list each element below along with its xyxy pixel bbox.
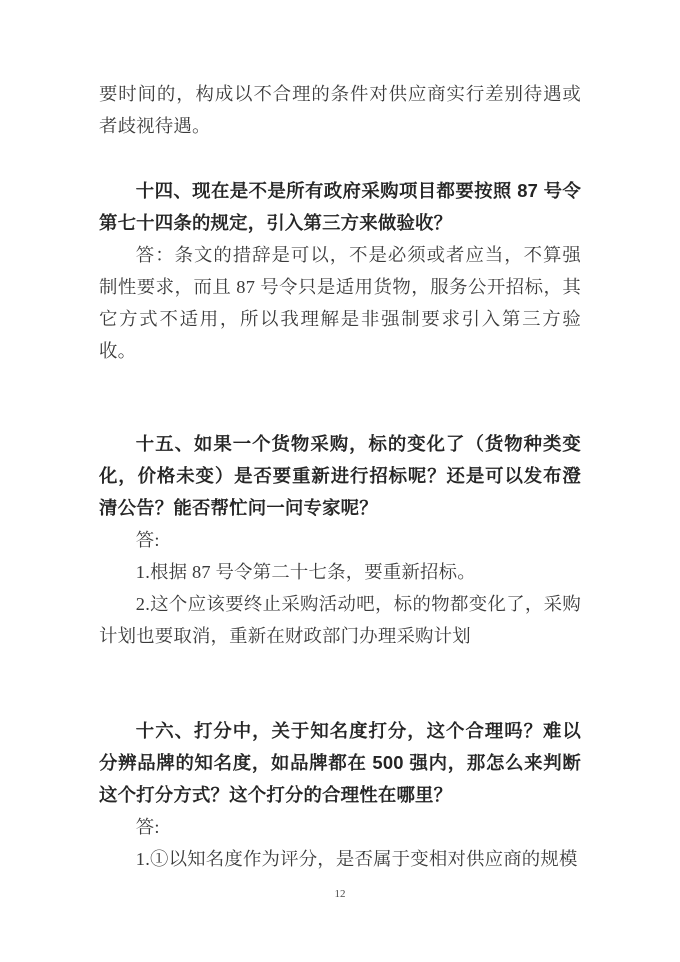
question-14-heading: 十四、现在是不是所有政府采购项目都要按照 87 号令第七十四条的规定，引入第三方来做验收？ xyxy=(99,180,581,233)
question-16-answer-item-1: 1.①以知名度作为评分，是否属于变相对供应商的规模 xyxy=(135,849,578,869)
page-body xyxy=(99,78,581,875)
question-15-answer-label: 答: xyxy=(135,530,160,550)
question-15-answer-item-1: 1.根据 87 号令第二十七条，要重新招标。 xyxy=(135,562,476,582)
question-16-heading: 十六、打分中，关于知名度打分，这个合理吗？难以分辨品牌的知名度，如品牌都在 500 强内，那怎么来判断这个打分方式？这个打分的合理性在哪里？ xyxy=(99,720,581,805)
question-15-heading: 十五、如果一个货物采购，标的变化了（货物种类变化，价格未变）是否要重新进行招标呢？还是可以发布澄清公告？能否帮忙问一问专家呢？ xyxy=(99,433,581,518)
question-16-answer-label: 答: xyxy=(135,817,160,837)
page-number: 12 xyxy=(334,888,346,900)
continuation-paragraph: 要时间的，构成以不合理的条件对供应商实行差别待遇或者歧视待遇。 xyxy=(99,84,581,136)
question-15-answer-item-2: 2.这个应该要终止采购活动吧，标的物都变化了，采购计划也要取消，重新在财政部门办理采购计划 xyxy=(99,594,581,646)
question-14-answer: 答：条文的措辞是可以，不是必须或者应当，不算强制性要求，而且 87 号令只是适用货物，服务公开招标，其它方式不适用，所以我理解是非强制要求引入第三方验收。 xyxy=(99,245,581,361)
